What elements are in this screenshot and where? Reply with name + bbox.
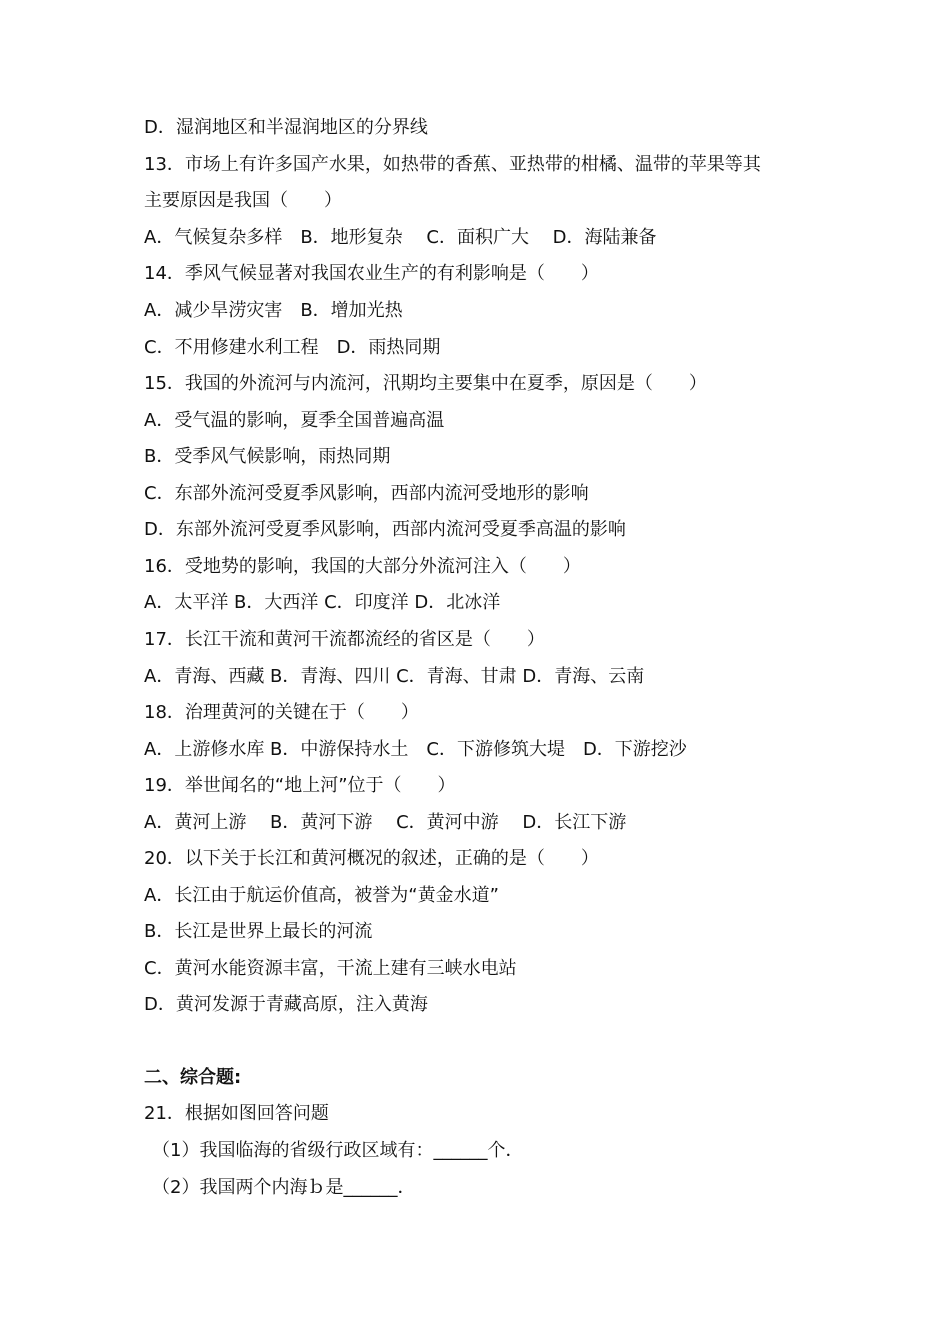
q15-option-c: C．东部外流河受夏季风影响，西部内流河受地形的影响 <box>144 483 589 504</box>
q16-stem: 16．受地势的影响，我国的大部分外流河注入（ ） <box>144 556 581 577</box>
q15-option-a: A．受气温的影响，夏季全国普遍高温 <box>144 410 445 431</box>
q14-options-ab: A．减少旱涝灾害 B．增加光热 <box>144 300 403 321</box>
q15-stem: 15．我国的外流河与内流河，汛期均主要集中在夏季，原因是（ ） <box>144 373 707 394</box>
q18-stem: 18．治理黄河的关键在于（ ） <box>144 702 419 723</box>
q13-stem: 13．市场上有许多国产水果，如热带的香蕉、亚热带的柑橘、温带的苹果等其 <box>144 154 761 175</box>
q17-options: A．青海、西藏 B．青海、四川 C．青海、甘肃 D．青海、云南 <box>144 666 645 687</box>
q15-option-d: D．东部外流河受夏季风影响，西部内流河受夏季高温的影响 <box>144 519 626 540</box>
q15-option-b: B．受季风气候影响，雨热同期 <box>144 446 391 467</box>
q13-options: A．气候复杂多样 B．地形复杂 C．面积广大 D．海陆兼备 <box>144 227 657 248</box>
q20-option-a: A．长江由于航运价值高，被誉为“黄金水道” <box>144 885 499 906</box>
section-title: 二、综合题: <box>144 1067 242 1088</box>
q21-part1: （1）我国临海的省级行政区域有：______个． <box>152 1140 524 1161</box>
q13-stem-continued: 主要原因是我国（ ） <box>144 190 342 211</box>
q20-option-c: C．黄河水能资源丰富，干流上建有三峡水电站 <box>144 958 517 979</box>
q14-options-cd: C．不用修建水利工程 D．雨热同期 <box>144 337 441 358</box>
q16-options: A．太平洋 B．大西洋 C．印度洋 D．北冰洋 <box>144 592 501 613</box>
q17-stem: 17．长江干流和黄河干流都流经的省区是（ ） <box>144 629 545 650</box>
q18-options: A．上游修水库 B．中游保持水土 C．下游修筑大堤 D．下游挖沙 <box>144 739 687 760</box>
q20-option-b: B．长江是世界上最长的河流 <box>144 921 373 942</box>
q14-stem: 14．季风气候显著对我国农业生产的有利影响是（ ） <box>144 263 599 284</box>
q19-options: A．黄河上游 B．黄河下游 C．黄河中游 D．长江下游 <box>144 812 627 833</box>
q19-stem: 19．举世闻名的“地上河”位于（ ） <box>144 775 456 796</box>
q20-option-d: D．黄河发源于青藏高原，注入黄海 <box>144 994 428 1015</box>
q20-stem: 20．以下关于长江和黄河概况的叙述，正确的是（ ） <box>144 848 599 869</box>
q21-stem: 21．根据如图回答问题 <box>144 1103 329 1124</box>
q21-part2: （2）我国两个内海ｂ是______． <box>152 1177 416 1198</box>
q12-option-d: D．湿润地区和半湿润地区的分界线 <box>144 117 428 138</box>
